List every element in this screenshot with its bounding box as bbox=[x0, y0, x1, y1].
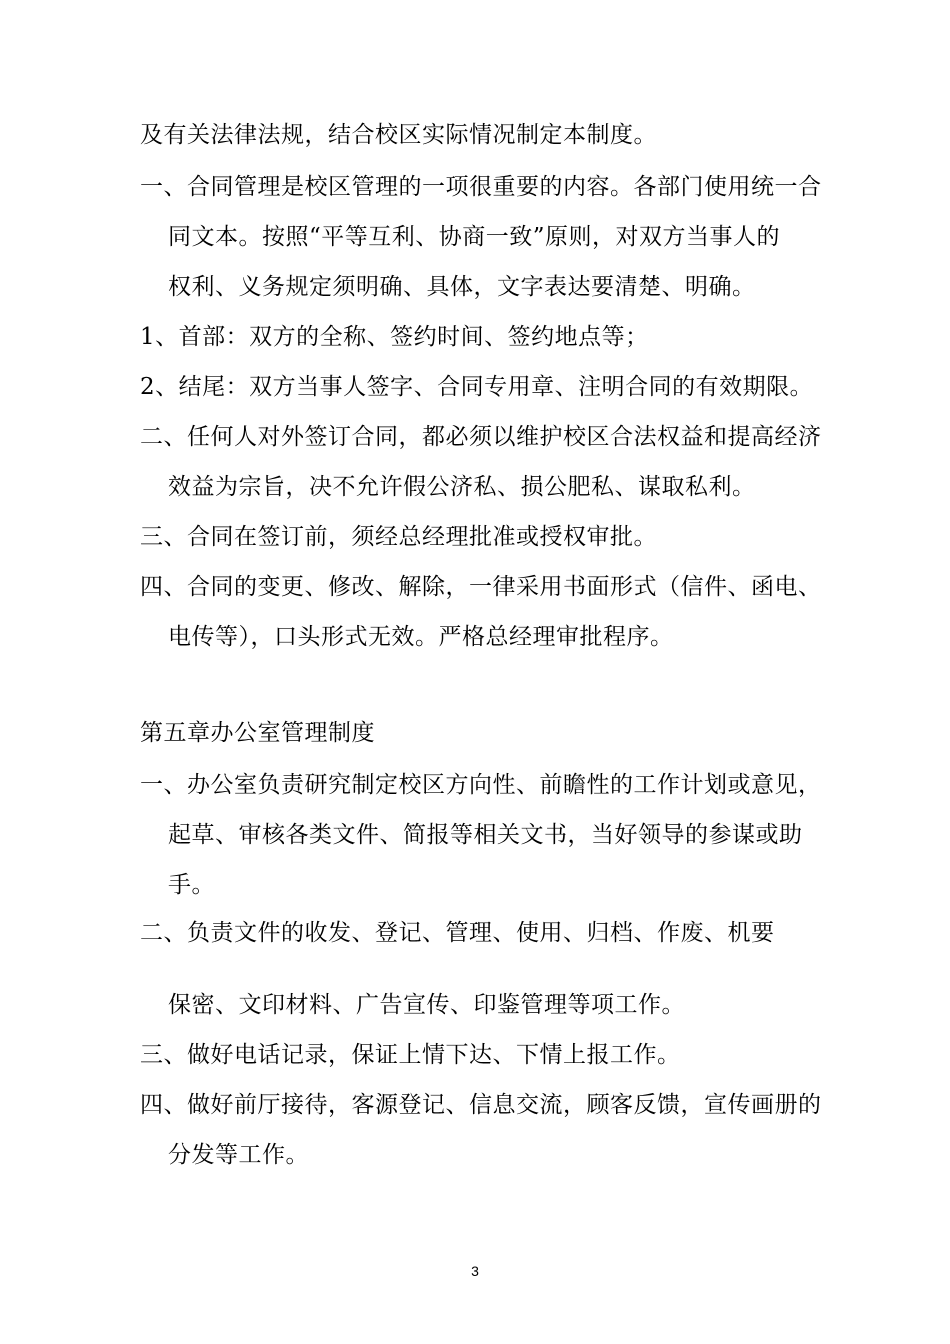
paragraph-line: 效益为宗旨，决不允许假公济私、损公肥私、谋取私利。 bbox=[168, 474, 756, 500]
paragraph-line: 二、任何人对外签订合同，都必须以维护校区合法权益和提高经济 bbox=[140, 424, 822, 450]
paragraph-line: 分发等工作。 bbox=[168, 1142, 309, 1168]
paragraph-line: 保密、文印材料、广告宣传、印鉴管理等项工作。 bbox=[168, 992, 685, 1018]
paragraph-line: 起草、审核各类文件、简报等相关文书，当好领导的参谋或助 bbox=[168, 822, 803, 848]
paragraph-line: 四、合同的变更、修改、解除，一律采用书面形式（信件、函电、 bbox=[140, 574, 822, 600]
paragraph-line: 四、做好前厅接待，客源登记、信息交流，顾客反馈，宣传画册的 bbox=[140, 1092, 822, 1118]
paragraph-line: 同文本。按照“平等互利、协商一致”原则，对双方当事人的 bbox=[168, 224, 781, 250]
paragraph-line: 手。 bbox=[168, 872, 215, 898]
paragraph-line: 权利、义务规定须明确、具体，文字表达要清楚、明确。 bbox=[168, 274, 756, 300]
paragraph-line: 2、结尾：双方当事人签字、合同专用章、注明合同的有效期限。 bbox=[140, 374, 814, 400]
page-number: 3 bbox=[471, 1263, 479, 1279]
paragraph-line: 一、合同管理是校区管理的一项很重要的内容。各部门使用统一合 bbox=[140, 174, 822, 200]
paragraph-line: 及有关法律法规，结合校区实际情况制定本制度。 bbox=[140, 122, 657, 148]
paragraph-line: 三、合同在签订前，须经总经理批准或授权审批。 bbox=[140, 524, 657, 550]
paragraph-line: 二、负责文件的收发、登记、管理、使用、归档、作废、机要 bbox=[140, 920, 775, 946]
paragraph-line: 1、首部：双方的全称、签约时间、签约地点等； bbox=[140, 324, 649, 350]
paragraph-line: 电传等），口头形式无效。严格总经理审批程序。 bbox=[168, 624, 674, 650]
paragraph-line: 三、做好电话记录，保证上情下达、下情上报工作。 bbox=[140, 1042, 681, 1068]
paragraph-line: 一、办公室负责研究制定校区方向性、前瞻性的工作计划或意见， bbox=[140, 772, 822, 798]
chapter-heading: 第五章办公室管理制度 bbox=[140, 720, 375, 746]
